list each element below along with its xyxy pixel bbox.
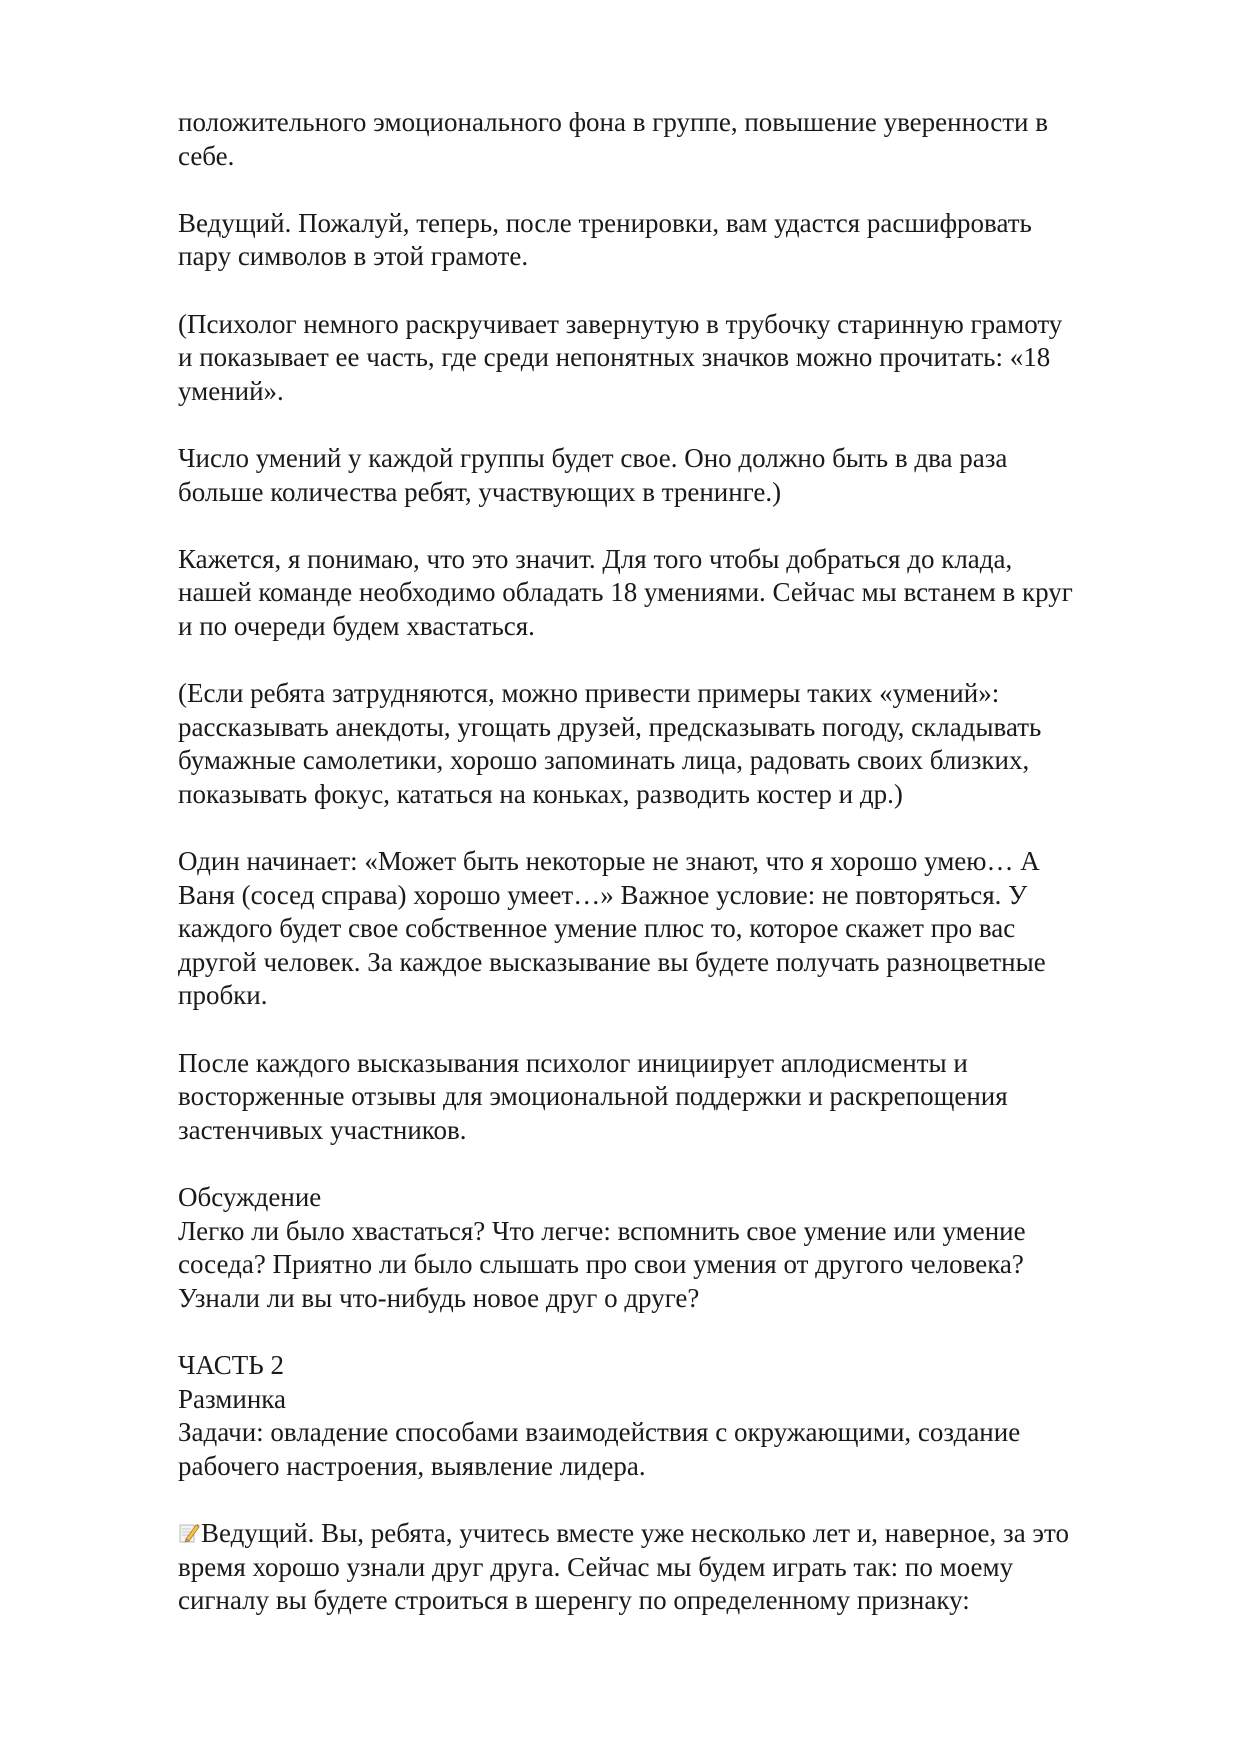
discussion-heading: Обсуждение bbox=[178, 1182, 322, 1212]
paragraph-applause bbox=[178, 1047, 1158, 1148]
text-line: пробки. bbox=[178, 980, 268, 1011]
text-line: застенчивых участников. bbox=[178, 1114, 467, 1145]
text-line: соседа? Приятно ли было слышать про свои умения от другого человека? bbox=[178, 1249, 1024, 1280]
text-line: После каждого высказывания психолог инициирует аплодисменты и bbox=[178, 1047, 968, 1078]
text-line: Число умений у каждой группы будет свое. Оно должно быть в два раза bbox=[178, 442, 1008, 473]
text-line: Ведущий. Вы, ребята, учитесь вместе уже несколько лет и, наверное, за это bbox=[201, 1517, 1069, 1548]
text-line: сигналу вы будете строиться в шеренгу по определенному признаку: bbox=[178, 1585, 970, 1616]
text-line: Легко ли было хвастаться? Что легче: вспомнить свое умение или умение bbox=[178, 1215, 1026, 1246]
text-line: и показывает ее часть, где среди непонятных значков можно прочитать: «18 bbox=[178, 342, 1051, 373]
text-line: Один начинает: «Может быть некоторые не знают, что я хорошо умею… А bbox=[178, 846, 1040, 877]
text-line: Ведущий. Пожалуй, теперь, после тренировки, вам удастся расшифровать bbox=[178, 207, 1032, 238]
text-line-with-icon bbox=[178, 1517, 1158, 1551]
paragraph-host-decipher bbox=[178, 207, 1158, 274]
pencil-note-icon bbox=[178, 1519, 200, 1541]
text-line: умений». bbox=[178, 375, 284, 406]
part-heading: ЧАСТЬ 2 bbox=[178, 1349, 284, 1380]
paragraph-skill-examples bbox=[178, 677, 1158, 811]
paragraph-discussion bbox=[178, 1181, 1158, 1315]
text-line: (Если ребята затрудняются, можно привести примеры таких «умений»: bbox=[178, 678, 1000, 709]
text-line: рассказывать анекдоты, угощать друзей, предсказывать погоду, складывать bbox=[178, 711, 1042, 742]
text-line: время хорошо узнали друг друга. Сейчас мы будем играть так: по моему bbox=[178, 1551, 1014, 1582]
text-line: положительного эмоционального фона в группе, повышение уверенности в bbox=[178, 107, 1048, 137]
text-line: восторженные отзывы для эмоциональной поддержки и раскрепощения bbox=[178, 1081, 1008, 1112]
text-line: бумажные самолетики, хорошо запоминать лица, радовать своих близких, bbox=[178, 745, 1030, 776]
text-line: Узнали ли вы что-нибудь новое друг о друге? bbox=[178, 1282, 700, 1313]
paragraph-goal-continuation bbox=[178, 106, 1158, 173]
text-line: другой человек. За каждое высказывание вы будете получать разноцветные bbox=[178, 946, 1046, 977]
text-line: показывать фокус, кататься на коньках, разводить костер и др.) bbox=[178, 778, 903, 809]
text-line: себе. bbox=[178, 140, 235, 171]
paragraph-skill-count bbox=[178, 442, 1158, 509]
text-line: каждого будет свое собственное умение плюс то, которое скажет про вас bbox=[178, 913, 1016, 944]
paragraph-part-two bbox=[178, 1349, 1158, 1483]
section-heading: Разминка bbox=[178, 1383, 286, 1414]
document-page bbox=[178, 106, 1158, 1618]
text-line: рабочего настроения, выявление лидера. bbox=[178, 1450, 646, 1481]
paragraph-boasting-circle bbox=[178, 543, 1158, 644]
text-line: больше количества ребят, участвующих в тренинге.) bbox=[178, 476, 782, 507]
paragraph-game-rules bbox=[178, 845, 1158, 1013]
text-line: Кажется, я понимаю, что это значит. Для того чтобы добраться до клада, bbox=[178, 543, 1013, 574]
text-line: нашей команде необходимо обладать 18 умениями. Сейчас мы встанем в круг bbox=[178, 577, 1073, 608]
text-line: и по очереди будем хвастаться. bbox=[178, 610, 535, 641]
text-line: (Психолог немного раскручивает завернутую в трубочку старинную грамоту bbox=[178, 308, 1063, 339]
text-line: Ваня (сосед справа) хорошо умеет…» Важное условие: не повторяться. У bbox=[178, 879, 1028, 910]
text-line: пару символов в этой грамоте. bbox=[178, 241, 529, 272]
paragraph-psychologist-scroll bbox=[178, 308, 1158, 409]
text-line: Задачи: овладение способами взаимодействия с окружающими, создание bbox=[178, 1417, 1021, 1448]
paragraph-lineup-game bbox=[178, 1517, 1158, 1618]
